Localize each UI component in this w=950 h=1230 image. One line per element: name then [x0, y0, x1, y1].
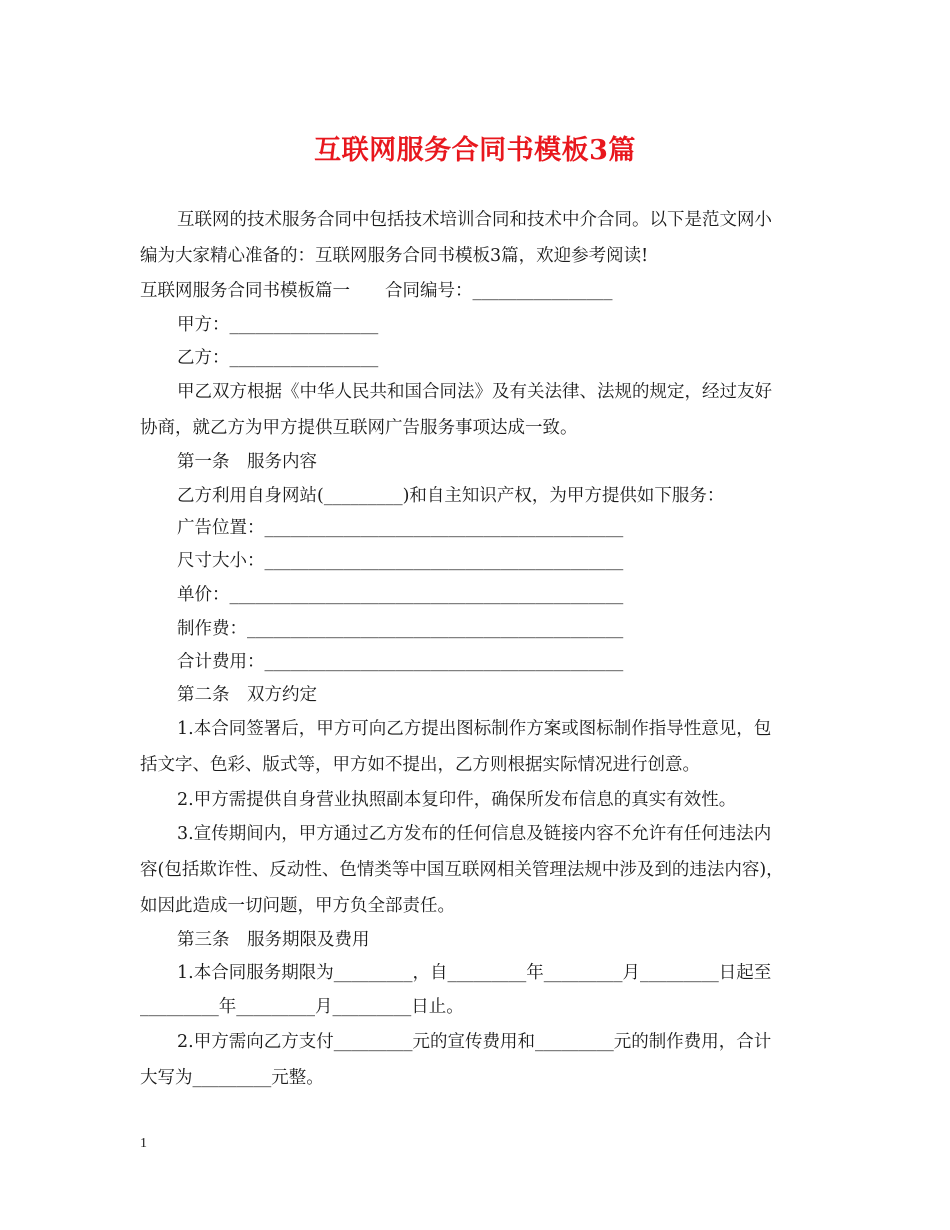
form-field-line: 单价：_____________________________________________ [177, 585, 624, 605]
section-heading-line: 互联网服务合同书模板篇一 合同编号：________________ [140, 281, 613, 301]
form-field-line: 制作费：___________________________________________ [177, 619, 624, 639]
paragraph-line: 2.甲方需向乙方支付_________元的宣传费用和_________元的制作费用，合计 [177, 1032, 772, 1052]
paragraph-line: 互联网的技术服务合同中包括技术培训合同和技术中介合同。以下是范文网小 [177, 210, 772, 230]
article-heading: 第一条 服务内容 [177, 452, 317, 472]
paragraph-line: 容(包括欺诈性、反动性、色情类等中国互联网相关管理法规中涉及到的违法内容)， [140, 860, 784, 880]
party-a-line: 甲方：_________________ [177, 315, 379, 335]
paragraph-line: 甲乙双方根据《中华人民共和国合同法》及有关法律、法规的规定，经过友好 [177, 382, 772, 402]
article-heading: 第三条 服务期限及费用 [177, 930, 370, 950]
paragraph-line: 括文字、色彩、版式等，甲方如不提出，乙方则根据实际情况进行创意。 [140, 755, 700, 775]
paragraph-line: 编为大家精心准备的：互联网服务合同书模板3篇，欢迎参考阅读! [140, 246, 649, 266]
article-heading: 第二条 双方约定 [177, 685, 317, 705]
paragraph-line: 1.本合同服务期限为_________，自_________年_________月_________日起至 [177, 963, 772, 983]
paragraph-line: 2.甲方需提供自身营业执照副本复印件，确保所发布信息的真实有效性。 [177, 790, 737, 810]
paragraph-line: 1.本合同签署后，甲方可向乙方提出图标制作方案或图标制作指导性意见，包 [177, 719, 772, 739]
paragraph-line: 乙方利用自身网站(_________)和自主知识产权，为甲方提供如下服务： [177, 486, 725, 506]
paragraph-line: 大写为_________元整。 [140, 1068, 324, 1088]
form-field-line: 合计费用：_________________________________________ [177, 652, 624, 672]
paragraph-line: 如因此造成一切问题，甲方负全部责任。 [140, 896, 455, 916]
form-field-line: 广告位置：_________________________________________ [177, 518, 624, 538]
paragraph-line: 3.宣传期间内，甲方通过乙方发布的任何信息及链接内容不允许有任何违法内 [177, 824, 772, 844]
paragraph-line: 协商，就乙方为甲方提供互联网广告服务事项达成一致。 [140, 418, 578, 438]
form-field-line: 尺寸大小：_________________________________________ [177, 551, 624, 571]
paragraph-line: _________年_________月_________日止。 [140, 997, 464, 1017]
page-number: 1 [140, 1136, 147, 1151]
party-b-line: 乙方：_________________ [177, 348, 379, 368]
document-title: 互联网服务合同书模板3篇 [314, 135, 636, 166]
